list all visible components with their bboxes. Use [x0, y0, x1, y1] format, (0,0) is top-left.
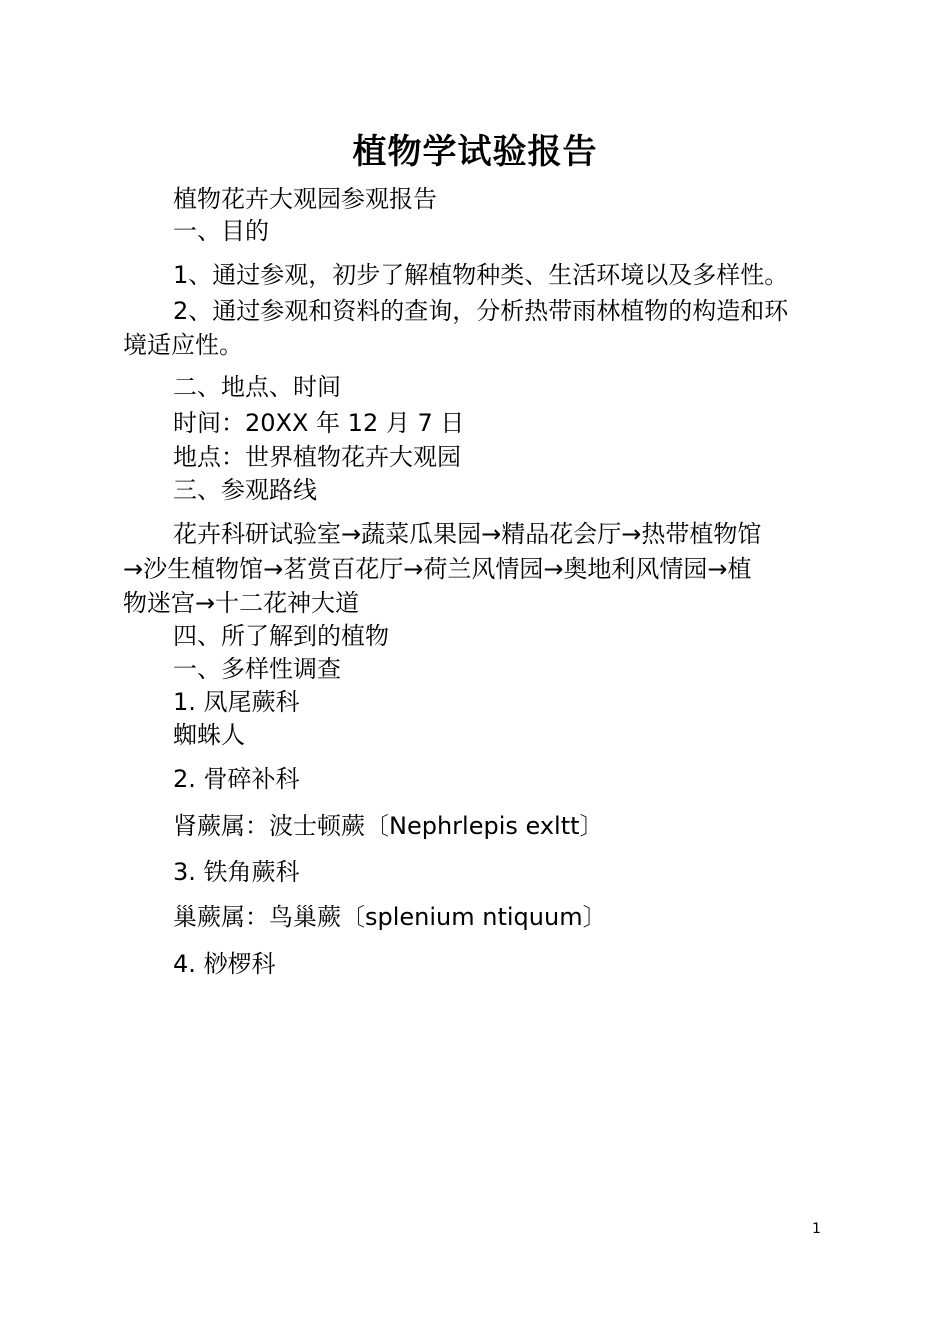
- report-subtitle: 植物花卉大观园参观报告: [173, 185, 437, 213]
- section-heading-purpose: 一、目的: [173, 217, 269, 245]
- subsection-heading-diversity: 一、多样性调查: [173, 655, 341, 683]
- plant-family-3: 3. 铁角蕨科: [173, 858, 300, 886]
- section-heading-plants: 四、所了解到的植物: [173, 622, 389, 650]
- section-heading-route: 三、参观路线: [173, 476, 317, 504]
- plant-entry-1: 蜘蛛人: [173, 721, 245, 749]
- route-line-2: →沙生植物馆→茗赏百花厅→荷兰风情园→奥地利风情园→植: [123, 555, 752, 583]
- visit-time: 时间：20XX 年 12 月 7 日: [173, 409, 465, 437]
- route-line-3: 物迷宫→十二花神大道: [123, 589, 360, 617]
- section-heading-place-time: 二、地点、时间: [173, 373, 341, 401]
- route-line-1: 花卉科研试验室→蔬菜瓜果园→精品花会厅→热带植物馆: [173, 520, 762, 548]
- plant-family-4: 4. 桫椤科: [173, 950, 276, 978]
- document-title: 植物学试验报告: [352, 132, 598, 172]
- visit-location: 地点：世界植物花卉大观园: [173, 443, 461, 471]
- plant-entry-3: 巢蕨属：鸟巢蕨〔splenium ntiquum〕: [173, 903, 607, 931]
- purpose-item-1: 1、通过参观，初步了解植物种类、生活环境以及多样性。: [173, 261, 789, 289]
- plant-family-1: 1. 凤尾蕨科: [173, 688, 300, 716]
- plant-family-2: 2. 骨碎补科: [173, 765, 300, 793]
- page-number: 1: [812, 1221, 821, 1237]
- purpose-item-2: 2、通过参观和资料的查询，分析热带雨林植物的构造和环: [173, 297, 789, 325]
- plant-entry-2: 肾蕨属：波士顿蕨〔Nephrlepis exltt〕: [173, 812, 604, 840]
- purpose-item-2-continued: 境适应性。: [123, 331, 243, 359]
